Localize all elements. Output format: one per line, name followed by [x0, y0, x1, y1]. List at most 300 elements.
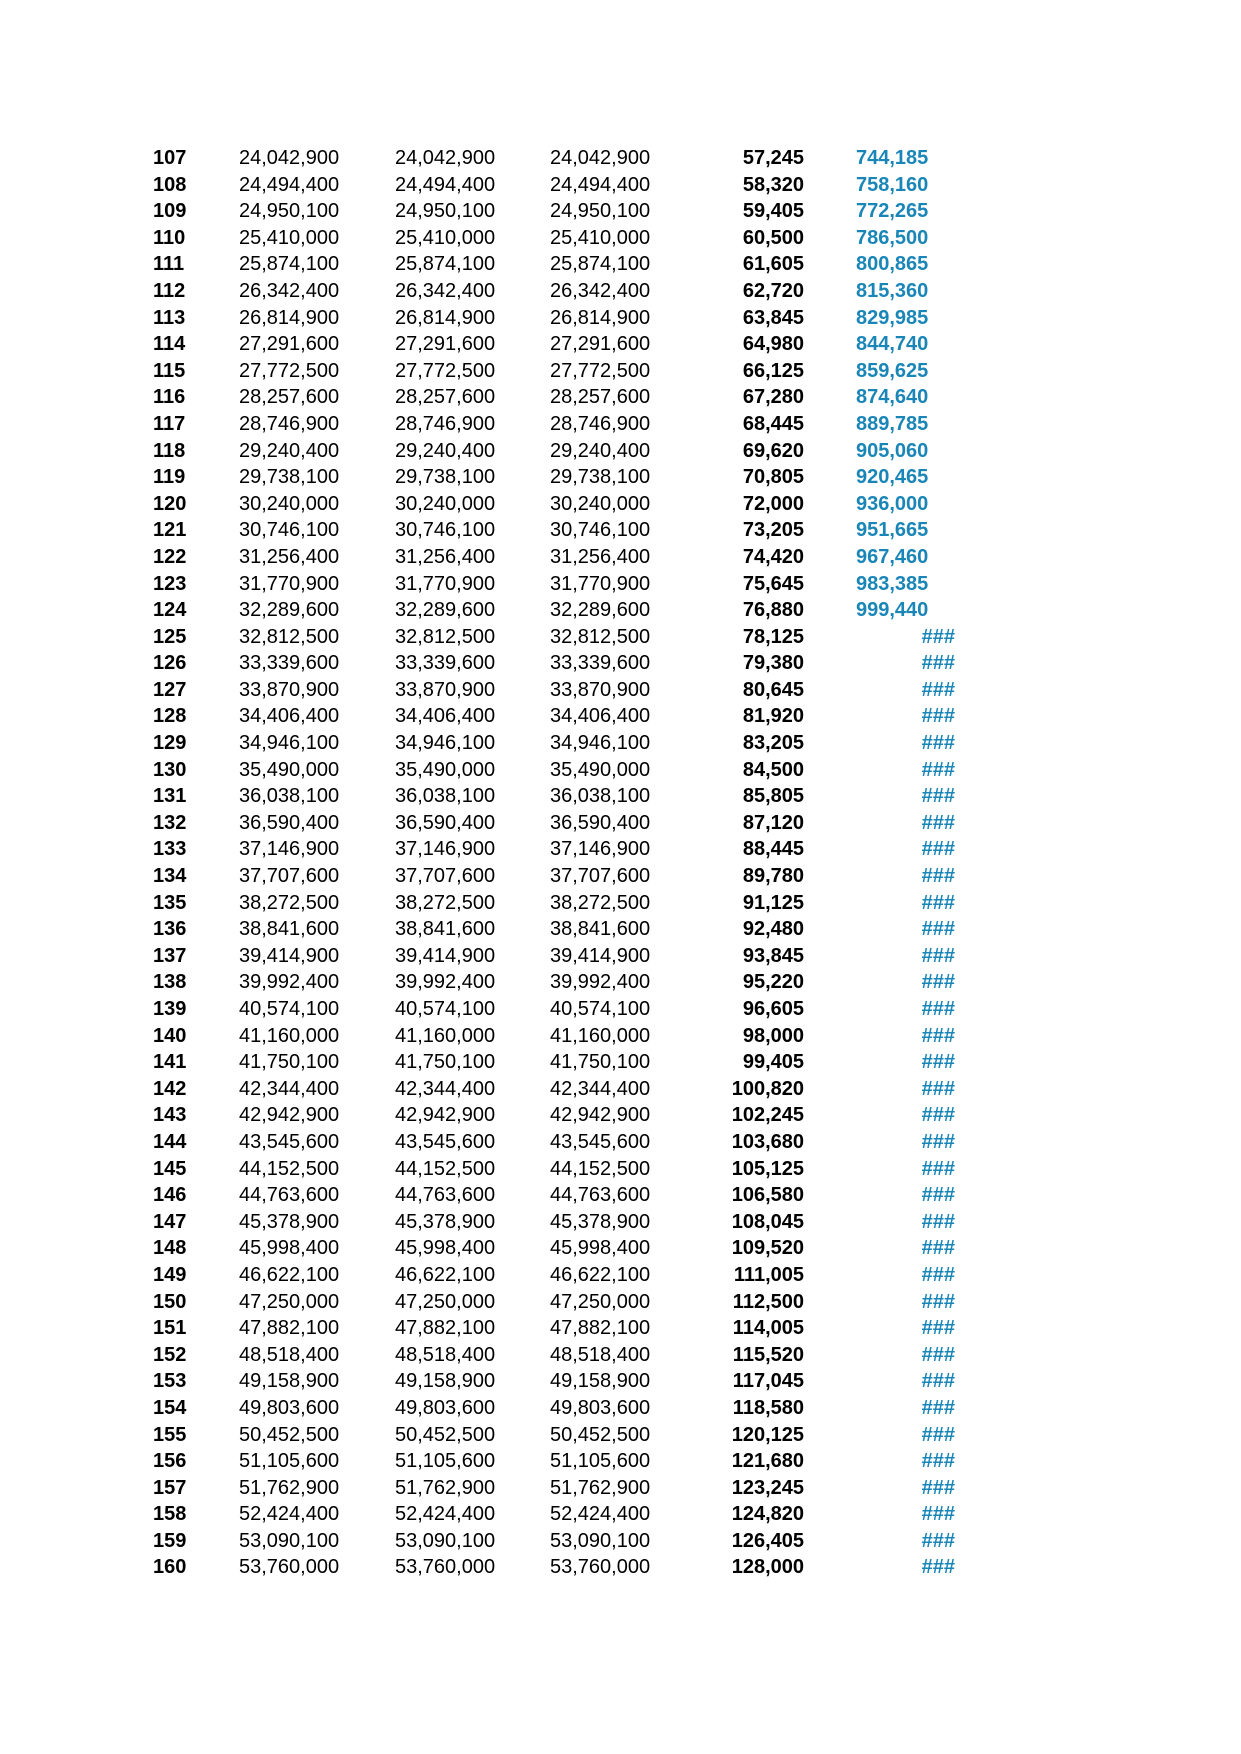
value-cell-e: 920,465 [856, 466, 929, 489]
value-cell-c: 26,814,900 [550, 306, 651, 329]
value-cell-c: 31,256,400 [550, 545, 651, 568]
value-cell-b: 34,406,400 [395, 705, 496, 728]
value-cell-c: 47,250,000 [550, 1290, 651, 1313]
value-cell-d: 118,580 [732, 1396, 804, 1419]
value-cell-a: 42,344,400 [239, 1077, 340, 1100]
value-cell-b: 47,250,000 [395, 1290, 496, 1313]
value-cell-d: 128,000 [731, 1556, 804, 1579]
row-number-cell: 150 [153, 1290, 187, 1313]
value-cell-c: 48,518,400 [550, 1343, 651, 1366]
table-row [0, 1182, 1241, 1209]
value-cell-d: 75,645 [742, 572, 804, 595]
row-number-cell: 119 [153, 466, 186, 489]
value-cell-d: 57,245 [742, 147, 804, 169]
table-row [0, 571, 1241, 598]
row-number-cell: 159 [153, 1529, 187, 1552]
value-cell-c: 27,772,500 [550, 359, 651, 382]
value-cell-c: 30,240,000 [550, 492, 651, 515]
value-cell-a: 31,256,400 [239, 545, 340, 568]
value-cell-b: 49,803,600 [395, 1396, 496, 1419]
value-cell-d: 112,500 [732, 1290, 804, 1313]
value-cell-a: 24,950,100 [239, 200, 340, 223]
value-cell-b: 53,090,100 [395, 1529, 496, 1552]
value-cell-b: 51,105,600 [395, 1450, 496, 1473]
value-cell-d: 121,680 [731, 1450, 804, 1473]
value-cell-b: 30,240,000 [395, 492, 496, 515]
value-cell-b: 32,289,600 [395, 599, 496, 622]
value-cell-d: 84,500 [742, 758, 804, 781]
value-cell-c: 38,272,500 [550, 891, 651, 914]
value-cell-d: 115,520 [732, 1343, 804, 1366]
value-cell-a: 26,342,400 [239, 279, 340, 302]
table-row [0, 198, 1241, 225]
row-number-cell: 109 [153, 200, 187, 223]
row-number-cell: 126 [153, 652, 187, 675]
value-cell-e: 829,985 [856, 306, 929, 329]
value-cell-a: 25,874,100 [239, 253, 340, 276]
value-cell-e: ### [921, 1423, 955, 1446]
value-cell-e: ### [921, 678, 955, 701]
value-cell-e: ### [921, 811, 955, 834]
value-cell-e: 772,265 [856, 200, 929, 223]
table-row [0, 1209, 1241, 1236]
row-number-cell: 142 [153, 1077, 187, 1100]
value-cell-d: 88,445 [742, 838, 804, 861]
value-cell-e: ### [921, 971, 955, 994]
value-cell-c: 53,760,000 [550, 1556, 651, 1579]
value-cell-e: 967,460 [856, 545, 929, 568]
value-cell-a: 33,339,600 [239, 652, 340, 675]
table-row [0, 438, 1241, 465]
table-row [0, 969, 1241, 996]
table-row [0, 1368, 1241, 1395]
table-row [0, 1448, 1241, 1475]
row-number-cell: 111 [153, 253, 185, 276]
value-cell-e: 936,000 [856, 492, 929, 515]
value-cell-b: 53,760,000 [395, 1556, 496, 1579]
table-row [0, 1422, 1241, 1449]
value-cell-d: 92,480 [742, 918, 804, 941]
value-cell-d: 87,120 [742, 811, 804, 834]
value-cell-c: 36,590,400 [550, 811, 651, 834]
value-cell-e: ### [921, 1263, 955, 1286]
table-row [0, 384, 1241, 411]
table-row [0, 1129, 1241, 1156]
table-row [0, 517, 1241, 544]
value-cell-d: 124,820 [731, 1503, 804, 1526]
row-number-cell: 131 [153, 785, 187, 808]
value-cell-e: ### [921, 1290, 955, 1313]
value-cell-d: 70,805 [742, 466, 804, 489]
value-cell-e: ### [921, 998, 955, 1020]
value-cell-e: ### [921, 758, 955, 781]
value-cell-b: 51,762,900 [395, 1476, 496, 1499]
value-cell-c: 33,870,900 [550, 678, 651, 701]
spreadsheet-table [0, 145, 1241, 1581]
value-cell-e: ### [921, 1077, 955, 1100]
value-cell-a: 42,942,900 [239, 1104, 340, 1127]
value-cell-d: 126,405 [731, 1529, 804, 1552]
table-row [0, 1554, 1241, 1581]
table-row [0, 1262, 1241, 1289]
value-cell-c: 39,414,900 [550, 944, 651, 967]
row-number-cell: 140 [153, 1024, 187, 1047]
row-number-cell: 149 [153, 1263, 187, 1286]
value-cell-e: ### [921, 705, 955, 728]
value-cell-b: 29,738,100 [395, 466, 496, 489]
value-cell-d: 109,520 [731, 1237, 804, 1260]
value-cell-b: 42,344,400 [395, 1077, 496, 1100]
value-cell-c: 49,803,600 [550, 1396, 651, 1419]
value-cell-a: 26,814,900 [239, 306, 340, 329]
value-cell-a: 29,738,100 [239, 466, 340, 489]
row-number-cell: 128 [153, 705, 187, 728]
row-number-cell: 114 [153, 333, 186, 356]
value-cell-d: 105,125 [731, 1157, 804, 1180]
value-cell-b: 27,291,600 [395, 333, 496, 356]
value-cell-d: 61,605 [742, 253, 804, 276]
value-cell-e: ### [921, 1184, 955, 1207]
row-number-cell: 135 [153, 891, 187, 914]
value-cell-b: 25,410,000 [395, 226, 496, 249]
value-cell-e: ### [921, 652, 955, 675]
value-cell-b: 48,518,400 [395, 1343, 496, 1366]
table-row [0, 730, 1241, 757]
value-cell-b: 35,490,000 [395, 758, 496, 781]
row-number-cell: 123 [153, 572, 187, 595]
value-cell-d: 98,000 [742, 1024, 804, 1047]
value-cell-e: 758,160 [856, 173, 929, 196]
value-cell-a: 37,707,600 [239, 865, 340, 888]
value-cell-c: 52,424,400 [550, 1503, 651, 1526]
row-number-cell: 133 [153, 838, 187, 861]
table-row [0, 358, 1241, 385]
table-row [0, 544, 1241, 571]
value-cell-d: 63,845 [742, 306, 804, 329]
value-cell-d: 67,280 [742, 386, 804, 409]
value-cell-e: ### [921, 1157, 955, 1180]
value-cell-c: 50,452,500 [550, 1423, 651, 1446]
value-cell-a: 53,090,100 [239, 1529, 340, 1552]
value-cell-c: 29,738,100 [550, 466, 651, 489]
row-number-cell: 130 [153, 758, 187, 781]
value-cell-b: 39,414,900 [395, 944, 496, 967]
value-cell-b: 26,342,400 [395, 279, 496, 302]
row-number-cell: 155 [153, 1423, 187, 1446]
table-row [0, 251, 1241, 278]
value-cell-b: 36,590,400 [395, 811, 496, 834]
row-number-cell: 137 [153, 944, 187, 967]
value-cell-e: 859,625 [856, 359, 929, 382]
row-number-cell: 118 [153, 439, 186, 462]
value-cell-e: ### [921, 891, 955, 914]
value-cell-a: 25,410,000 [239, 226, 340, 249]
value-cell-d: 62,720 [742, 279, 804, 302]
value-cell-c: 33,339,600 [550, 652, 651, 675]
value-cell-b: 45,998,400 [395, 1237, 496, 1260]
value-cell-d: 108,045 [731, 1210, 804, 1233]
value-cell-c: 40,574,100 [550, 998, 651, 1020]
row-number-cell: 152 [153, 1343, 187, 1366]
row-number-cell: 110 [153, 226, 186, 249]
value-cell-a: 45,378,900 [239, 1210, 340, 1233]
value-cell-c: 26,342,400 [550, 279, 651, 302]
value-cell-c: 39,992,400 [550, 971, 651, 994]
row-number-cell: 127 [153, 678, 187, 701]
value-cell-b: 44,763,600 [395, 1184, 496, 1207]
value-cell-d: 99,405 [742, 1051, 804, 1074]
value-cell-d: 103,680 [731, 1130, 804, 1153]
table-row [0, 464, 1241, 491]
value-cell-a: 40,574,100 [239, 998, 340, 1020]
value-cell-e: ### [921, 865, 955, 888]
value-cell-c: 28,257,600 [550, 386, 651, 409]
value-cell-a: 39,414,900 [239, 944, 340, 967]
table-row [0, 1315, 1241, 1342]
table-row [0, 1501, 1241, 1528]
value-cell-c: 38,841,600 [550, 918, 651, 941]
row-number-cell: 156 [153, 1450, 187, 1473]
row-number-cell: 141 [153, 1051, 187, 1074]
table-row [0, 1156, 1241, 1183]
value-cell-e: ### [921, 1370, 955, 1393]
value-cell-e: ### [921, 1450, 955, 1473]
row-number-cell: 107 [153, 147, 187, 169]
value-cell-b: 32,812,500 [395, 625, 496, 648]
value-cell-b: 33,870,900 [395, 678, 496, 701]
value-cell-e: ### [921, 1051, 955, 1074]
value-cell-c: 47,882,100 [550, 1317, 651, 1340]
row-number-cell: 154 [153, 1396, 187, 1419]
table-row [0, 916, 1241, 943]
value-cell-a: 34,406,400 [239, 705, 340, 728]
table-row [0, 305, 1241, 332]
value-cell-e: ### [921, 1396, 955, 1419]
table-row [0, 677, 1241, 704]
value-cell-d: 81,920 [742, 705, 804, 728]
row-number-cell: 117 [153, 412, 186, 435]
value-cell-e: ### [921, 1237, 955, 1260]
value-cell-e: 951,665 [856, 519, 929, 542]
value-cell-c: 45,998,400 [550, 1237, 651, 1260]
value-cell-d: 60,500 [742, 226, 804, 249]
row-number-cell: 145 [153, 1157, 187, 1180]
value-cell-e: ### [921, 1317, 955, 1340]
value-cell-b: 41,750,100 [395, 1051, 496, 1074]
value-cell-a: 28,257,600 [239, 386, 340, 409]
value-cell-d: 106,580 [731, 1184, 804, 1207]
table-row [0, 836, 1241, 863]
value-cell-b: 37,146,900 [395, 838, 496, 861]
value-cell-d: 78,125 [742, 625, 804, 648]
value-cell-d: 74,420 [742, 545, 804, 568]
table-row [0, 863, 1241, 890]
value-cell-e: ### [921, 1503, 955, 1526]
value-cell-a: 37,146,900 [239, 838, 340, 861]
value-cell-c: 51,105,600 [550, 1450, 651, 1473]
row-number-cell: 108 [153, 173, 187, 196]
value-cell-d: 114,005 [732, 1317, 804, 1340]
value-cell-a: 36,590,400 [239, 811, 340, 834]
value-cell-c: 41,750,100 [550, 1051, 651, 1074]
value-cell-b: 33,339,600 [395, 652, 496, 675]
value-cell-c: 42,942,900 [550, 1104, 651, 1127]
value-cell-d: 91,125 [742, 891, 804, 914]
value-cell-e: 874,640 [856, 386, 929, 409]
value-cell-c: 45,378,900 [550, 1210, 651, 1233]
value-cell-b: 26,814,900 [395, 306, 496, 329]
value-cell-d: 120,125 [731, 1423, 804, 1446]
value-cell-e: 905,060 [856, 439, 929, 462]
table-row [0, 1023, 1241, 1050]
value-cell-d: 69,620 [742, 439, 804, 462]
value-cell-a: 33,870,900 [239, 678, 340, 701]
value-cell-e: ### [921, 1210, 955, 1233]
value-cell-e: ### [921, 1529, 955, 1552]
value-cell-b: 52,424,400 [395, 1503, 496, 1526]
value-cell-a: 51,105,600 [239, 1450, 340, 1473]
value-cell-a: 28,746,900 [239, 412, 340, 435]
row-number-cell: 116 [153, 386, 186, 409]
table-row [0, 491, 1241, 518]
table-row [0, 890, 1241, 917]
value-cell-a: 31,770,900 [239, 572, 340, 595]
table-row [0, 1528, 1241, 1555]
row-number-cell: 151 [153, 1317, 187, 1340]
value-cell-a: 44,763,600 [239, 1184, 340, 1207]
table-row [0, 1289, 1241, 1316]
table-row [0, 278, 1241, 305]
value-cell-d: 100,820 [731, 1077, 804, 1100]
value-cell-d: 85,805 [742, 785, 804, 808]
value-cell-c: 34,406,400 [550, 705, 651, 728]
value-cell-b: 49,158,900 [395, 1370, 496, 1393]
value-cell-e: ### [921, 918, 955, 941]
row-number-cell: 129 [153, 732, 187, 755]
value-cell-e: ### [921, 1024, 955, 1047]
value-cell-b: 47,882,100 [395, 1317, 496, 1340]
row-number-cell: 112 [153, 279, 186, 302]
value-cell-b: 28,746,900 [395, 412, 496, 435]
value-cell-b: 24,494,400 [395, 173, 496, 196]
value-cell-a: 32,812,500 [239, 625, 340, 648]
value-cell-c: 25,410,000 [550, 226, 651, 249]
value-cell-a: 50,452,500 [239, 1423, 340, 1446]
row-number-cell: 134 [153, 865, 187, 888]
value-cell-b: 38,272,500 [395, 891, 496, 914]
value-cell-c: 37,707,600 [550, 865, 651, 888]
value-cell-b: 37,707,600 [395, 865, 496, 888]
row-number-cell: 139 [153, 998, 187, 1020]
row-number-cell: 148 [153, 1237, 187, 1260]
value-cell-b: 36,038,100 [395, 785, 496, 808]
value-cell-c: 44,763,600 [550, 1184, 651, 1207]
value-cell-b: 29,240,400 [395, 439, 496, 462]
value-cell-a: 41,750,100 [239, 1051, 340, 1074]
value-cell-e: ### [921, 1343, 955, 1366]
value-cell-a: 48,518,400 [239, 1343, 340, 1366]
value-cell-d: 72,000 [742, 492, 804, 515]
value-cell-c: 25,874,100 [550, 253, 651, 276]
value-cell-a: 30,240,000 [239, 492, 340, 515]
table-row [0, 411, 1241, 438]
value-cell-d: 123,245 [731, 1476, 804, 1499]
table-row [0, 757, 1241, 784]
value-cell-b: 40,574,100 [395, 998, 496, 1020]
value-cell-e: 800,865 [856, 253, 929, 276]
value-cell-c: 32,289,600 [550, 599, 651, 622]
row-number-cell: 144 [153, 1130, 187, 1153]
value-cell-b: 42,942,900 [395, 1104, 496, 1127]
value-cell-e: 744,185 [856, 147, 929, 169]
value-cell-e: 786,500 [856, 226, 929, 249]
row-number-cell: 124 [153, 599, 187, 622]
value-cell-b: 24,042,900 [395, 147, 496, 169]
table-row [0, 703, 1241, 730]
value-cell-b: 50,452,500 [395, 1423, 496, 1446]
value-cell-a: 30,746,100 [239, 519, 340, 542]
value-cell-e: ### [921, 1104, 955, 1127]
value-cell-c: 30,746,100 [550, 519, 651, 542]
value-cell-e: ### [921, 785, 955, 808]
value-cell-e: 983,385 [856, 572, 929, 595]
value-cell-e: 999,440 [856, 599, 929, 622]
value-cell-b: 46,622,100 [395, 1263, 496, 1286]
value-cell-b: 31,256,400 [395, 545, 496, 568]
value-cell-c: 49,158,900 [550, 1370, 651, 1393]
table-row [0, 331, 1241, 358]
row-number-cell: 146 [153, 1184, 187, 1207]
value-cell-d: 111,005 [733, 1263, 804, 1286]
row-number-cell: 143 [153, 1104, 187, 1127]
row-number-cell: 132 [153, 811, 187, 834]
row-number-cell: 160 [153, 1556, 187, 1579]
value-cell-a: 38,841,600 [239, 918, 340, 941]
table-row [0, 1076, 1241, 1103]
value-cell-b: 31,770,900 [395, 572, 496, 595]
value-cell-b: 45,378,900 [395, 1210, 496, 1233]
value-cell-b: 43,545,600 [395, 1130, 496, 1153]
row-number-cell: 121 [153, 519, 187, 542]
value-cell-a: 41,160,000 [239, 1024, 340, 1047]
value-cell-a: 29,240,400 [239, 439, 340, 462]
value-cell-d: 96,605 [742, 998, 804, 1020]
value-cell-b: 24,950,100 [395, 200, 496, 223]
value-cell-a: 44,152,500 [239, 1157, 340, 1180]
table-row [0, 1395, 1241, 1422]
value-cell-e: ### [921, 944, 955, 967]
table-row [0, 597, 1241, 624]
row-number-cell: 120 [153, 492, 187, 515]
value-cell-a: 53,760,000 [239, 1556, 340, 1579]
value-cell-a: 51,762,900 [239, 1476, 340, 1499]
table-row [0, 943, 1241, 970]
value-cell-d: 76,880 [742, 599, 804, 622]
row-number-cell: 113 [153, 306, 186, 329]
value-cell-a: 24,494,400 [239, 173, 340, 196]
value-cell-d: 89,780 [742, 865, 804, 888]
value-cell-d: 66,125 [742, 359, 804, 382]
value-cell-b: 38,841,600 [395, 918, 496, 941]
value-cell-e: 844,740 [856, 333, 929, 356]
table-row [0, 624, 1241, 651]
table-row [0, 996, 1241, 1023]
table-row [0, 650, 1241, 677]
row-number-cell: 153 [153, 1370, 187, 1393]
value-cell-a: 35,490,000 [239, 758, 340, 781]
value-cell-b: 44,152,500 [395, 1157, 496, 1180]
table-row [0, 145, 1241, 172]
